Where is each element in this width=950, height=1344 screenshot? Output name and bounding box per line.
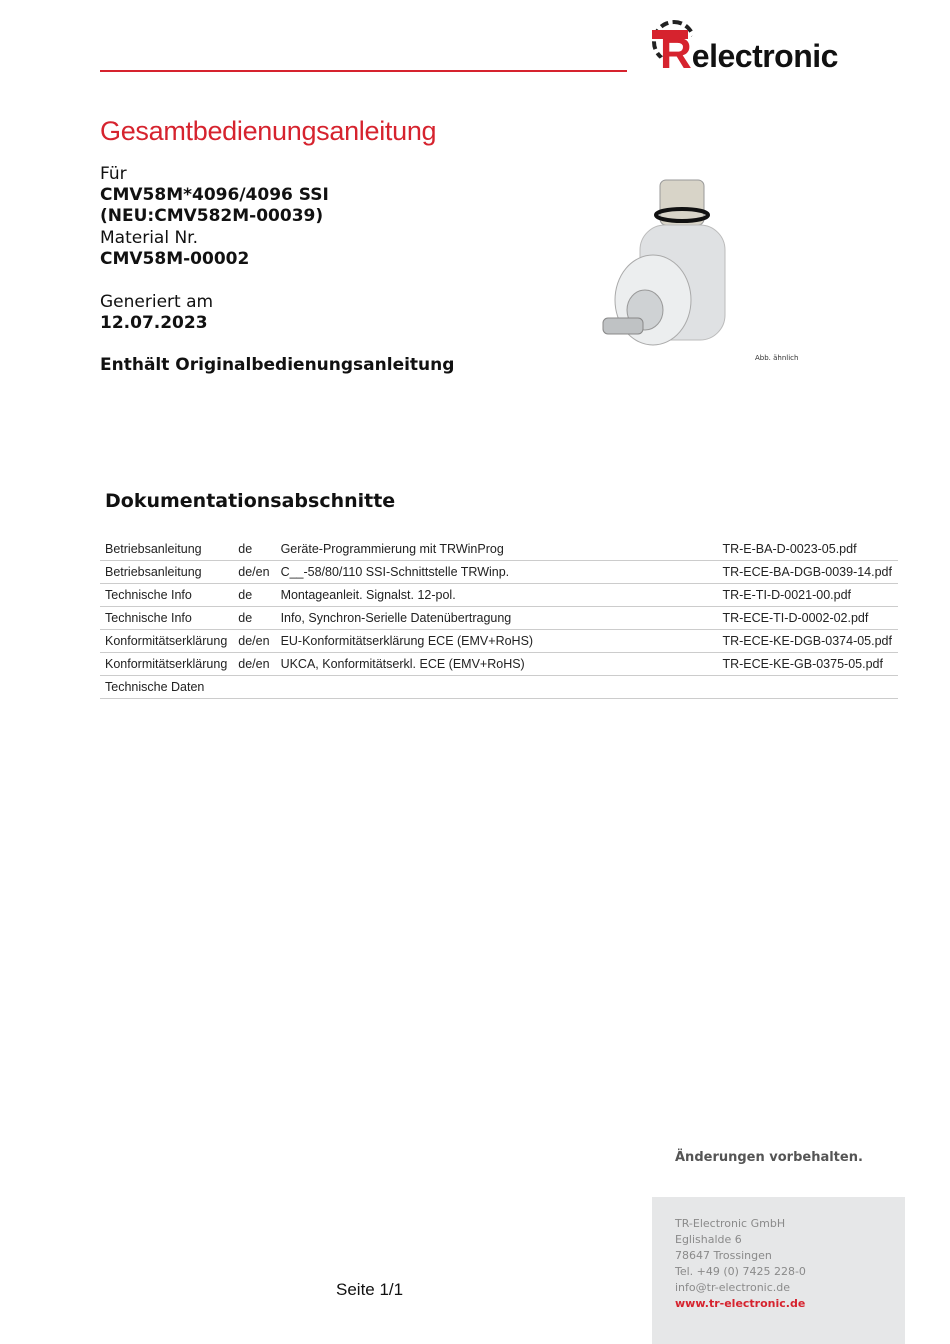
- footer-city: 78647 Trossingen: [675, 1249, 772, 1262]
- sections-heading: Dokumentationsabschnitte: [105, 490, 396, 512]
- changes-note: Änderungen vorbehalten.: [675, 1150, 863, 1165]
- section-row: [100, 584, 898, 607]
- section-language: de/en: [233, 561, 275, 584]
- material-label: Material Nr.: [100, 228, 199, 248]
- section-type: Technische Info: [100, 607, 233, 630]
- material-number: CMV58M-00002: [100, 249, 250, 269]
- footer-email[interactable]: info@tr-electronic.de: [675, 1281, 791, 1294]
- section-language: de/en: [233, 653, 275, 676]
- section-row: [100, 561, 898, 584]
- section-file-link[interactable]: TR-ECE-TI-D-0002-02.pdf: [717, 607, 898, 630]
- footer-phone: Tel. +49 (0) 7425 228-0: [675, 1265, 806, 1278]
- sections-table: [100, 538, 898, 699]
- section-title: UKCA, Konformitätserkl. ECE (EMV+RoHS): [276, 653, 718, 676]
- image-caption: Abb. ähnlich: [755, 354, 799, 362]
- section-language: de: [233, 584, 275, 607]
- section-language: de/en: [233, 630, 275, 653]
- generated-label: Generiert am: [100, 292, 214, 312]
- section-type: Konformitätserklärung: [100, 630, 233, 653]
- logo-wordmark: electronic: [691, 38, 838, 74]
- section-file-link[interactable]: TR-ECE-BA-DGB-0039-14.pdf: [717, 561, 898, 584]
- tr-electronic-logo: [652, 20, 838, 76]
- footer-company: TR-Electronic GmbH: [675, 1217, 786, 1230]
- section-language: de: [233, 538, 275, 561]
- section-file-link: [717, 676, 898, 699]
- section-title: [276, 676, 718, 699]
- section-type: Technische Daten: [100, 676, 233, 699]
- section-row: [100, 538, 898, 561]
- section-title: EU-Konformitätserklärung ECE (EMV+RoHS): [276, 630, 718, 653]
- contains-original: Enthält Originalbedienungsanleitung: [100, 355, 455, 375]
- encoder-product-image: [595, 175, 735, 355]
- page-number: Seite 1/1: [336, 1280, 404, 1299]
- section-file-link[interactable]: TR-ECE-KE-DGB-0374-05.pdf: [717, 630, 898, 653]
- section-title: C__-58/80/110 SSI-Schnittstelle TRWinp.: [276, 561, 718, 584]
- section-row: [100, 676, 898, 699]
- section-row: [100, 653, 898, 676]
- document-title: Gesamtbedienungsanleitung: [100, 116, 437, 146]
- section-title: Info, Synchron-Serielle Datenübertragung: [276, 607, 718, 630]
- section-language: de: [233, 607, 275, 630]
- section-type: Technische Info: [100, 584, 233, 607]
- section-language: [233, 676, 275, 699]
- for-label: Für: [100, 164, 127, 184]
- section-file-link[interactable]: TR-ECE-KE-GB-0375-05.pdf: [717, 653, 898, 676]
- section-file-link[interactable]: TR-E-TI-D-0021-00.pdf: [717, 584, 898, 607]
- section-type: Konformitätserklärung: [100, 653, 233, 676]
- section-type: Betriebsanleitung: [100, 538, 233, 561]
- company-footer: [652, 1197, 905, 1344]
- footer-website-link[interactable]: www.tr-electronic.de: [675, 1297, 806, 1310]
- section-row: [100, 630, 898, 653]
- product-new: (NEU:CMV582M-00039): [100, 206, 324, 226]
- section-title: Montageanleit. Signalst. 12-pol.: [276, 584, 718, 607]
- footer-street: Eglishalde 6: [675, 1233, 742, 1246]
- section-row: [100, 607, 898, 630]
- section-title: Geräte-Programmierung mit TRWinProg: [276, 538, 718, 561]
- product-name: CMV58M*4096/4096 SSI: [100, 185, 329, 205]
- header-rule: [100, 70, 627, 72]
- generated-date: 12.07.2023: [100, 313, 208, 333]
- section-file-link[interactable]: TR-E-BA-D-0023-05.pdf: [717, 538, 898, 561]
- section-type: Betriebsanleitung: [100, 561, 233, 584]
- logo-r: R: [660, 29, 692, 78]
